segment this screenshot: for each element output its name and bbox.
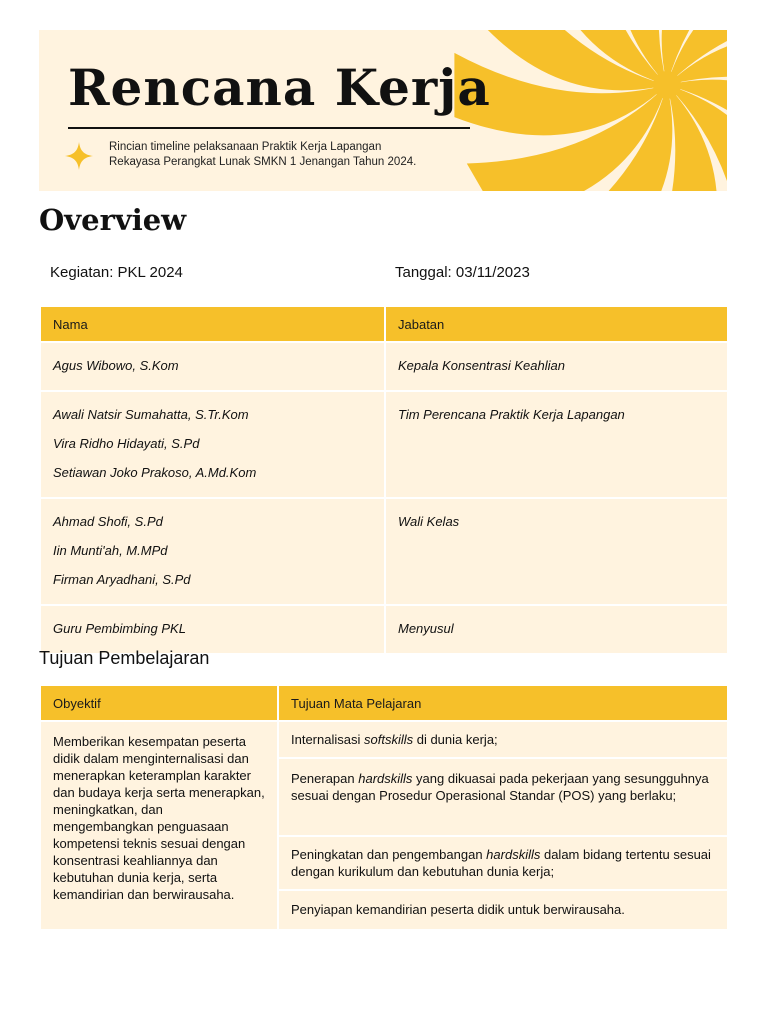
goal-cell	[279, 837, 727, 889]
objective-cell: Memberikan kesempatan peserta didik dalam menginternalisasi dan menerapkan keteramplan karakter dan budaya kerja serta menerapkan, meningkatkan, dan mengembangkan penguasaan kompetensi teknis sesuai dengan konsentrasi keahliannya dan kebutuhan dunia kerja, serta kemandirian dan berwirausaha.	[41, 722, 277, 929]
person-name: Setiawan Joko Prakoso, A.Md.Kom	[53, 465, 257, 480]
goal-emphasis: hardskills	[358, 771, 413, 786]
kegiatan-label: Kegiatan: PKL 2024	[50, 264, 183, 281]
table-header-row	[41, 307, 727, 341]
table-row	[41, 722, 727, 757]
person-name: Vira Ridho Hidayati, S.Pd	[53, 436, 200, 451]
goal-cell	[279, 759, 727, 835]
sparkle-icon	[64, 141, 94, 171]
goal-text: Peningkatan dan pengembangan	[291, 847, 487, 862]
objectives-table	[39, 684, 729, 931]
person-name: Guru Pembimbing PKL	[53, 621, 186, 636]
person-name: Ahmad Shofi, S.Pd	[53, 514, 163, 529]
goal-text: Penyiapan kemandirian peserta didik untuk berwirausaha.	[291, 902, 625, 917]
column-header-obyektif: Obyektif	[41, 686, 277, 720]
person-name: Agus Wibowo, S.Kom	[53, 358, 179, 373]
page-subtitle	[109, 140, 509, 170]
table-row	[41, 392, 727, 497]
column-header-tujuan: Tujuan Mata Pelajaran	[279, 686, 727, 720]
tujuan-heading: Tujuan Pembelajaran	[39, 648, 210, 668]
table-header-row	[41, 686, 727, 720]
table-row	[41, 343, 727, 390]
role-text: Tim Perencana Praktik Kerja Lapangan	[398, 407, 625, 422]
goal-text: dalam bidang tertentu sesuai dengan kurikulum dan kebutuhan dunia kerja;	[291, 847, 711, 879]
name-cell	[41, 392, 384, 497]
role-text: Wali Kelas	[398, 514, 460, 529]
name-cell	[41, 343, 384, 390]
goal-text: Internalisasi	[291, 732, 364, 747]
subtitle-line: Rincian timeline pelaksanaan Praktik Kerja Lapangan	[109, 141, 382, 153]
person-name: Firman Aryadhani, S.Pd	[53, 572, 191, 587]
table-row	[41, 499, 727, 604]
goal-text: yang dikuasai pada pekerjaan yang sesungguhnya sesuai dengan Prosedur Operasional Standar (POS) yang berlaku;	[291, 771, 709, 803]
tanggal-label: Tanggal: 03/11/2023	[395, 264, 530, 281]
goal-cell	[279, 722, 727, 757]
subtitle-line: Rekayasa Perangkat Lunak SMKN 1 Jenangan Tahun 2024.	[109, 156, 417, 168]
column-header-nama: Nama	[41, 307, 384, 341]
name-cell	[41, 499, 384, 604]
goal-emphasis: softskills	[363, 732, 414, 747]
role-cell	[386, 343, 727, 390]
table-row	[41, 606, 727, 653]
name-cell	[41, 606, 384, 653]
role-text: Menyusul	[398, 621, 454, 636]
goal-emphasis: hardskills	[486, 847, 541, 862]
role-cell	[386, 606, 727, 653]
goal-text: Penerapan	[291, 771, 359, 786]
role-cell	[386, 392, 727, 497]
page-title: Rencana Kerja	[68, 58, 491, 117]
title-divider	[68, 127, 470, 129]
role-cell	[386, 499, 727, 604]
person-name: Iin Munti'ah, M.MPd	[53, 543, 168, 558]
goal-cell	[279, 891, 727, 929]
header-banner	[39, 30, 727, 191]
role-text: Kepala Konsentrasi Keahlian	[398, 358, 565, 373]
goal-text: di dunia kerja;	[413, 732, 498, 747]
team-table	[39, 305, 729, 655]
column-header-jabatan: Jabatan	[386, 307, 727, 341]
person-name: Awali Natsir Sumahatta, S.Tr.Kom	[53, 407, 249, 422]
overview-heading: Overview	[39, 203, 187, 237]
pinwheel-center	[653, 71, 681, 99]
